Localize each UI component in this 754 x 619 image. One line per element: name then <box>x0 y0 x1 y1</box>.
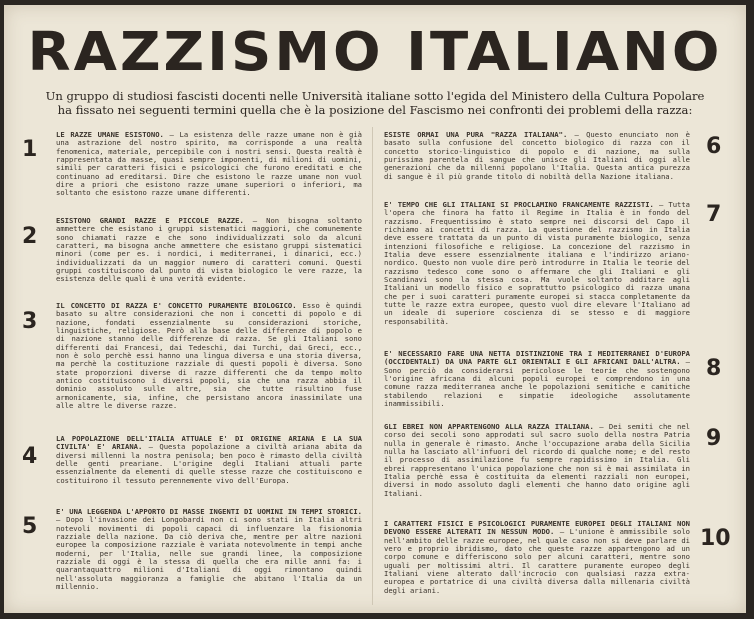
section-10-text <box>384 520 690 606</box>
section-number-4: 4 <box>22 444 38 469</box>
section-number-3: 3 <box>22 309 38 334</box>
section-8-body: — Sono perciò da considerarsi pericolose le teorie che sostengono l'origine africana di alcuni popoli europei e comprendono in una comune razza mediterranea anche le popolazioni semitiche e camitiche stabilendo relazioni e simpatie ideologiche assolutamente inammissibili. <box>384 357 690 409</box>
section-7-heading: E' TEMPO CHE GLI ITALIANI SI PROCLAMINO FRANCAMENTE RAZZISTI. <box>384 201 654 209</box>
section-5-body: — Dopo l'invasione dei Longobardi non ci sono stati in Italia altri notevoli movimenti di popoli capaci di influenzare la fisionomia razziale della nazione. Da ciò deriva che, mentre per altre nazioni europee la composizione razziale è variata notevolmente in tempi anche moderni, per l'Italia, nelle sue grandi linee, la composizione razziale di oggi è la stessa di quella che era mille anni fa: i quarantaquattro milioni d'Italiani di oggi rimontano quindi nell'assoluta maggioranza a famiglie che abitano l'Italia da un millennio. <box>56 515 362 592</box>
page-subtitle <box>44 89 706 117</box>
section-7-body: — Tutta l'opera che finora ha fatto il Regime in Italia è in fondo del razzismo. Frequentissimo è stato sempre nei discorsi del Capo il richiamo ai concetti di razza. La questione del razzismo in Italia deve essere trattata da un punto di vista puramente biologico, senza intenzioni filosofiche e religiose. La concezione del razzismo in Italia deve essere essenzialmente italiana e l'indirizzo ariano-nordico. Questo non vuole dire però introdurre in Italia le teorie del razzismo tedesco come sono o affermare che gli Italiani e gli Scandinavi sono la stessa cosa. Ma vuole soltanto additare agli Italiani un modello fisico e soprattutto psicologico di razza umana che per i suoi caratteri puramente europei si stacca completamente da tutte le razze extra europee, questo vuol dire elevare l'Italiano ad un ideale di superiore coscienza di se stesso e di maggiore responsabilità. <box>384 201 690 326</box>
section-3-body: Esso è quindi basato su altre considerazioni che non i concetti di popolo e di nazione, fondati essenzialmente su considerazioni storiche, linguistiche, religiose. Però alla base delle differenze di popolo e di nazione stanno delle differenze di razza. Se gli Italiani sono differenti dai Francesi, dai Tedeschi, dai Turchi, dai Greci, ecc., non è solo perchè essi hanno una lingua diversa e una storia diversa, ma perchè la costituzione razziale di questi popoli è diversa. Sono state proporzioni diverse di razze differenti che da tempo molto antico costituiscono i diversi popoli, sia che una razza abbia il dominio assoluto sulle altre, sia che tutte risultino fuse armonicamente, sia, infine, che persistano ancora inassimilate una alle altre le diverse razze. <box>56 302 362 411</box>
section-7-text <box>384 201 690 344</box>
section-1-text <box>56 131 362 207</box>
section-number-9: 9 <box>706 426 722 451</box>
section-3-heading: IL CONCETTO DI RAZZA E' CONCETTO PURAMENTE BIOLOGICO. <box>56 302 297 310</box>
column-divider <box>372 127 373 605</box>
manifesto-page <box>4 5 746 613</box>
section-8-heading: E' NECESSARIO FARE UNA NETTA DISTINZIONE TRA I MEDITERRANEI D'EUROPA (OCCIDENTALI) DA UNA PARTE GLI ORIENTALI E GLI AFRICANI DALL'ALTRA. <box>384 350 690 367</box>
section-number-5: 5 <box>22 514 38 539</box>
section-2-heading: ESISTONO GRANDI RAZZE E PICCOLE RAZZE. <box>56 217 244 225</box>
section-2-body: — Non bisogna soltanto ammettere che esistano i gruppi sistematici maggiori, che comunemente sono chiamati razze e che sono individualizzati solo da alcuni caratteri, ma bisogna anche ammettere che esistano gruppi sistematici minori (come per es. i nordici, i mediterranei, i dinarici, ecc.) individualizzati da un maggior numero di caratteri comuni. Questi gruppi costituiscono dal punto di vista biologico le vere razze, la esistenza delle quali è una verità evidente. <box>56 217 362 284</box>
section-5-heading: E' UNA LEGGENDA L'APPORTO DI MASSE INGENTI DI UOMINI IN TEMPI STORICI. <box>56 508 362 516</box>
section-4-text <box>56 435 362 505</box>
section-number-7: 7 <box>706 202 722 227</box>
section-10-heading: I CARATTERI FISICI E PSICOLOGICI PURAMENTE EUROPEI DEGLI ITALIANI NON DEVONO ESSERE ALTERATI IN NESSUN MODO. <box>384 520 690 537</box>
section-8-text <box>384 350 690 416</box>
section-6-text <box>384 131 690 196</box>
section-5-text <box>56 508 362 604</box>
section-10-body: — L'unione è ammissibile solo nell'ambito delle razze europee, nel quale caso non si deve parlare di vero e proprio ibridismo, dato che queste razze appartengono ad un corpo comune e differiscono solo per alcuni caratteri, mentre sono uguali per moltissimi altri. Il carattere puramente europeo degli Italiani viene alterato dall'incrocio con qualsiasi razza extra-europea e portatrice di una civiltà diversa dalla millenaria civiltà degli ariani. <box>384 527 690 595</box>
section-1-heading: LE RAZZE UMANE ESISTONO. <box>56 131 164 139</box>
section-9-body: — Dei semiti che nel corso dei secoli sono approdati sul sacro suolo della nostra Patria nulla in generale è rimasto. Anche l'occupazione araba della Sicilia nulla ha lasciato all'infuori del ricordo di qualche nome; e del resto il processo di assimilazione fu sempre rapidissimo in Italia. Gli ebrei rappresentano l'unica popolazione che non si è mai assimilata in Italia perchè essa è costituita da elementi razziali non europei, diversi in modo assoluto dagli elementi che hanno dato origine agli Italiani. <box>384 423 690 498</box>
section-4-heading: LA POPOLAZIONE DELL'ITALIA ATTUALE E' DI ORIGINE ARIANA E LA SUA CIVILTA' E' ARIANA. <box>56 435 362 452</box>
section-6-body: — Questo enunciato non è basato sulla confusione del concetto biologico di razza con il concetto storico-linguistico di popolo e di nazione, ma sulla purissima parentela di sangue che unisce gli Italiani di oggi alle generazioni che da millenni popolano l'Italia. Questa antica purezza di sangue è il più grande titolo di nobiltà della Nazione italiana. <box>384 131 690 181</box>
section-number-2: 2 <box>22 224 38 249</box>
section-1-body: — La esistenza delle razze umane non è già una astrazione del nostro spirito, ma corrisponde a una realtà fenomenica, materiale, percepibile con i nostri sensi. Questa realtà è rappresentata da masse, quasi sempre imponenti, di milioni di uomini, simili per caratteri fisici e psicologici che furono ereditati e che continuano ad ereditarsi. Dire che esistono le razze umane non vuol dire a priori che esistono razze umane superiori o inferiori, ma soltanto che esistono razze umane differenti. <box>56 131 362 198</box>
subtitle-line-2: ha fissato nei seguenti termini quella che è la posizione del Fascismo nei confronti dei problemi della razza: <box>57 103 693 117</box>
section-3-text <box>56 302 362 422</box>
section-4-body: — Questa popolazione a civiltà ariana abita da diversi millenni la nostra penisola; ben poco è rimasto della civiltà delle genti preariane. L'origine degli Italiani attuali parte essenzialmente da elementi di quelle stesse razze che costituiscono e costituirono il tessuto perennemente vivo dell'Europa. <box>56 442 362 485</box>
section-2-text <box>56 217 362 294</box>
section-9-text <box>384 423 690 515</box>
section-9-heading: GLI EBREI NON APPARTENGONO ALLA RAZZA ITALIANA. <box>384 423 594 431</box>
subtitle-line-1: Un gruppo di studiosi fascisti docenti nelle Università italiane sotto l'egida del Ministero della Cultura Popolare <box>45 89 705 103</box>
section-6-heading: ESISTE ORMAI UNA PURA "RAZZA ITALIANA". <box>384 131 568 139</box>
section-number-1: 1 <box>22 137 38 162</box>
section-number-8: 8 <box>706 356 722 381</box>
section-number-10: 10 <box>700 526 731 551</box>
section-number-6: 6 <box>706 134 722 159</box>
page-title: RAZZISMO ITALIANO <box>27 21 723 84</box>
